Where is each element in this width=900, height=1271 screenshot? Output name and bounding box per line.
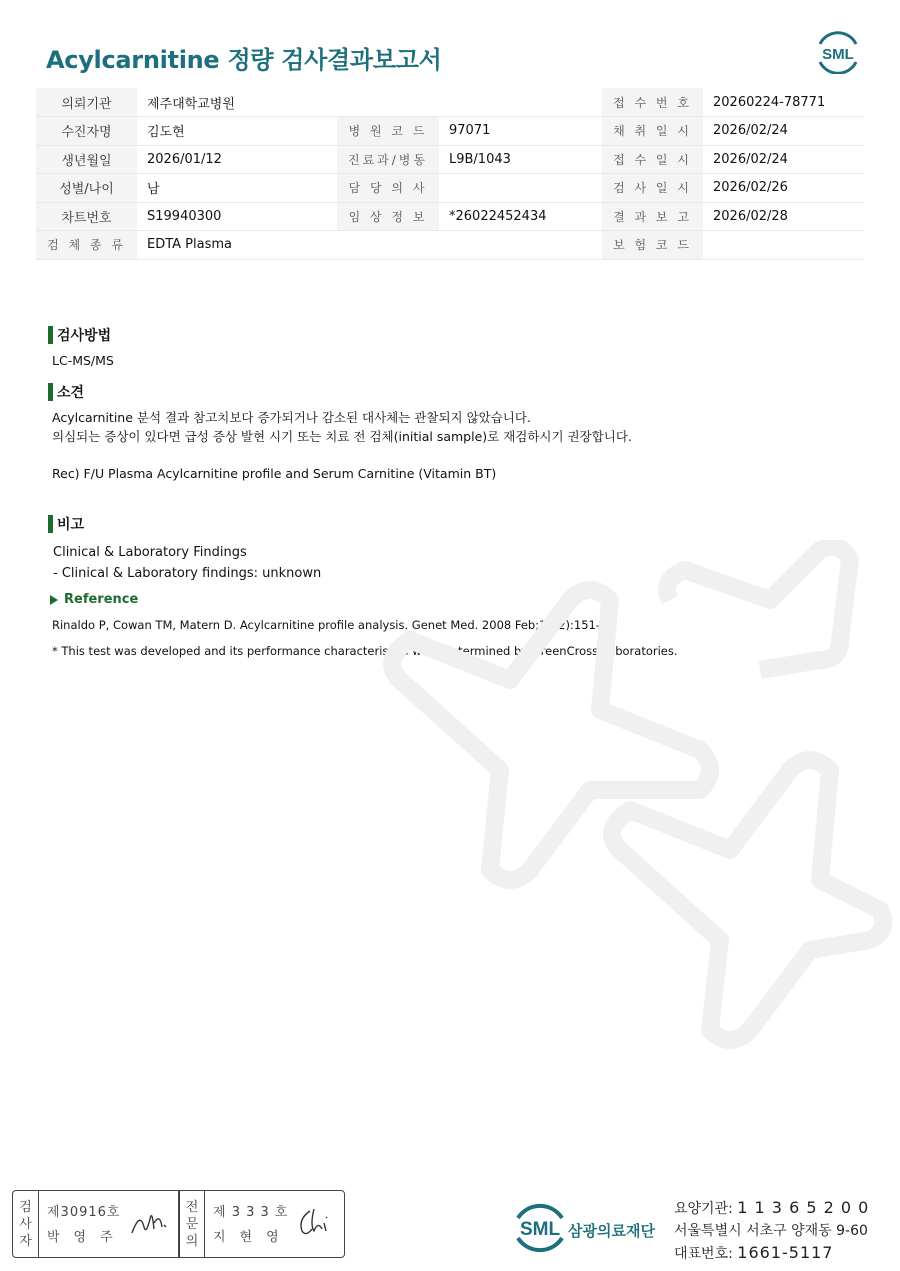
info-value: 20260224-78771 <box>703 88 864 117</box>
info-label: 접 수 번 호 <box>602 88 703 117</box>
footer-code: 요양기관: 1 1 3 6 5 2 0 0 <box>674 1198 870 1217</box>
watermark-cross-icon <box>340 540 900 1060</box>
findings-line-2: 의심되는 증상이 있다면 급성 증상 발현 시기 또는 치료 전 검체(initial sample)로 재검하시기 권장합니다. <box>52 429 632 444</box>
info-label: 검 사 일 시 <box>602 174 703 203</box>
tester-license: 제30916호 <box>47 1205 121 1220</box>
info-value <box>703 231 864 260</box>
info-label: 진료과/병동 <box>337 145 439 174</box>
info-value: 2026/02/26 <box>703 174 864 203</box>
footer-info <box>674 1197 869 1265</box>
info-label: 보 험 코 드 <box>602 231 703 260</box>
info-value: L9B/1043 <box>439 145 602 174</box>
findings-line-3: Rec) F/U Plasma Acylcarnitine profile and Serum Carnitine (Vitamin BT) <box>52 466 497 481</box>
footer-phone: 대표번호: 1661-5117 <box>674 1243 834 1262</box>
info-label <box>337 231 439 260</box>
findings-heading: 소견 <box>57 385 85 401</box>
specialist-license: 제 3 3 3 호 <box>213 1205 289 1220</box>
reference-heading: Reference <box>50 592 138 607</box>
sml-logo-text: SML <box>822 46 854 63</box>
info-label: 검 체 종 류 <box>36 231 137 260</box>
info-row <box>36 231 864 260</box>
info-label <box>337 88 439 117</box>
info-label: 임 상 정 보 <box>337 202 439 231</box>
reference-note: * This test was developed and its performance characteristics were determined by GreenCross Laboratories. <box>52 644 678 658</box>
findings-line-1: Acylcarnitine 분석 결과 참고치보다 증가되거나 감소된 대사체는 관찰되지 않았습니다. <box>52 410 531 425</box>
info-value <box>439 174 602 203</box>
footer-address: 서울특별시 서초구 양재동 9-60 <box>674 1223 868 1239</box>
info-label: 결 과 보 고 <box>602 202 703 231</box>
info-value: 제주대학교병원 <box>137 88 337 117</box>
info-label: 수진자명 <box>36 117 137 146</box>
info-label: 접 수 일 시 <box>602 145 703 174</box>
signature-box <box>12 1190 345 1258</box>
remarks-line-1: Clinical & Laboratory Findings <box>53 545 247 560</box>
info-value: 김도현 <box>137 117 337 146</box>
remarks-section <box>48 514 321 584</box>
info-row <box>36 117 864 146</box>
info-value: 2026/01/12 <box>137 145 337 174</box>
triangle-right-icon <box>50 595 58 605</box>
info-row <box>36 145 864 174</box>
specialist-cell <box>205 1191 344 1257</box>
specialist-signature-icon <box>296 1205 336 1239</box>
findings-section <box>48 382 632 483</box>
info-value: 97071 <box>439 117 602 146</box>
tester-signature-icon <box>130 1205 170 1239</box>
info-label: 생년월일 <box>36 145 137 174</box>
info-value <box>439 88 602 117</box>
specialist-label: 전 문 의 <box>179 1191 205 1257</box>
info-label: 차트번호 <box>36 202 137 231</box>
report-title: Acylcarnitine 정량 검사결과보고서 <box>46 46 442 74</box>
remarks-heading: 비고 <box>57 517 85 533</box>
info-label: 병 원 코 드 <box>337 117 439 146</box>
method-text: LC-MS/MS <box>52 353 114 368</box>
remarks-line-2: - Clinical & Laboratory findings: unknown <box>53 566 322 581</box>
info-label: 담 당 의 사 <box>337 174 439 203</box>
info-value: 남 <box>137 174 337 203</box>
method-section <box>48 325 114 370</box>
tester-cell <box>39 1191 179 1257</box>
sml-logo-icon <box>814 30 862 74</box>
info-label: 채 취 일 시 <box>602 117 703 146</box>
info-value: 2026/02/24 <box>703 117 864 146</box>
info-label: 성별/나이 <box>36 174 137 203</box>
info-value: 2026/02/24 <box>703 145 864 174</box>
specialist-name: 지현영 <box>213 1230 293 1245</box>
patient-info-table <box>36 88 864 260</box>
info-value: EDTA Plasma <box>137 231 337 260</box>
tester-label: 검 사 자 <box>13 1191 39 1257</box>
method-heading: 검사방법 <box>57 328 112 344</box>
info-value <box>439 231 602 260</box>
info-label: 의뢰기관 <box>36 88 137 117</box>
footer-org-name: 삼광의료재단 <box>568 1222 655 1240</box>
section-marker <box>48 383 53 401</box>
info-row <box>36 88 864 117</box>
section-marker <box>48 515 53 533</box>
info-value: S19940300 <box>137 202 337 231</box>
footer-logo-text: SML <box>519 1219 561 1240</box>
tester-name: 박영주 <box>47 1230 127 1245</box>
section-marker <box>48 326 53 344</box>
info-row <box>36 202 864 231</box>
footer-sml-logo-icon <box>510 1198 570 1256</box>
info-value: *26022452434 <box>439 202 602 231</box>
info-row <box>36 174 864 203</box>
reference-citation: Rinaldo P, Cowan TM, Matern D. Acylcarnitine profile analysis. Genet Med. 2008 Feb;10(2):151-6. <box>52 618 611 632</box>
info-value: 2026/02/28 <box>703 202 864 231</box>
